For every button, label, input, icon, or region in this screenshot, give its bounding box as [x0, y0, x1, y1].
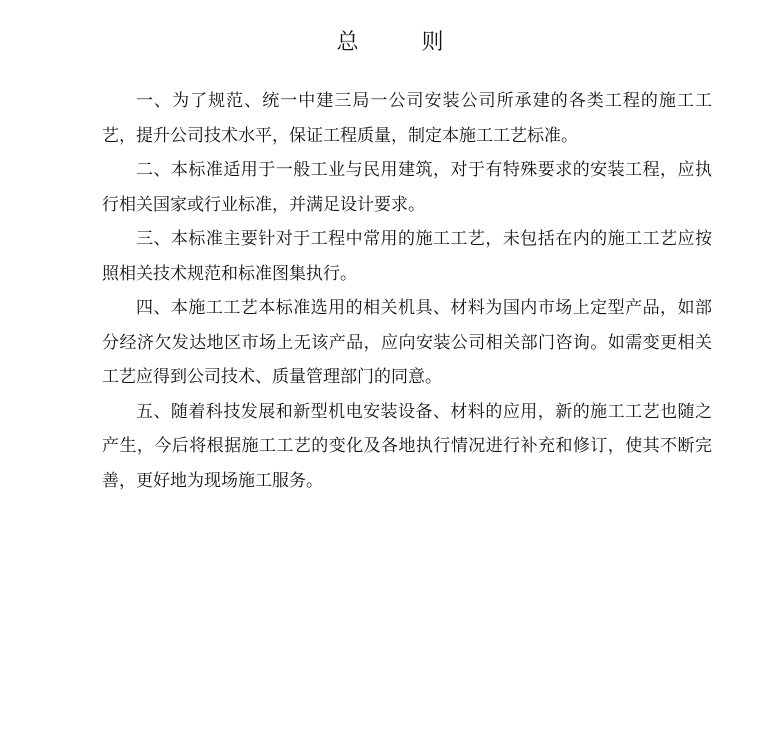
paragraph-5: 五、随着科技发展和新型机电安装设备、材料的应用，新的施工工艺也随之产生，今后将根据施工工艺的变化及各地执行情况进行补充和修订，使其不断完善，更好地为现场施工服务。	[102, 401, 712, 491]
document-body	[102, 84, 712, 498]
paragraph-3: 三、本标准主要针对于工程中常用的施工工艺，未包括在内的施工工艺应按照相关技术规范和标准图集执行。	[102, 229, 712, 284]
page-title: 总 则	[336, 30, 472, 55]
paragraph-2: 二、本标准适用于一般工业与民用建筑，对于有特殊要求的安装工程，应执行相关国家或行业标准，并满足设计要求。	[102, 160, 712, 215]
paragraph-4: 四、本施工工艺本标准选用的相关机具、材料为国内市场上定型产品，如部分经济欠发达地区市场上无该产品，应向安装公司相关部门咨询。如需变更相关工艺应得到公司技术、质量管理部门的同意。	[102, 298, 712, 387]
paragraph-1: 一、为了规范、统一中建三局一公司安装公司所承建的各类工程的施工工艺，提升公司技术水平，保证工程质量，制定本施工工艺标准。	[102, 91, 712, 146]
